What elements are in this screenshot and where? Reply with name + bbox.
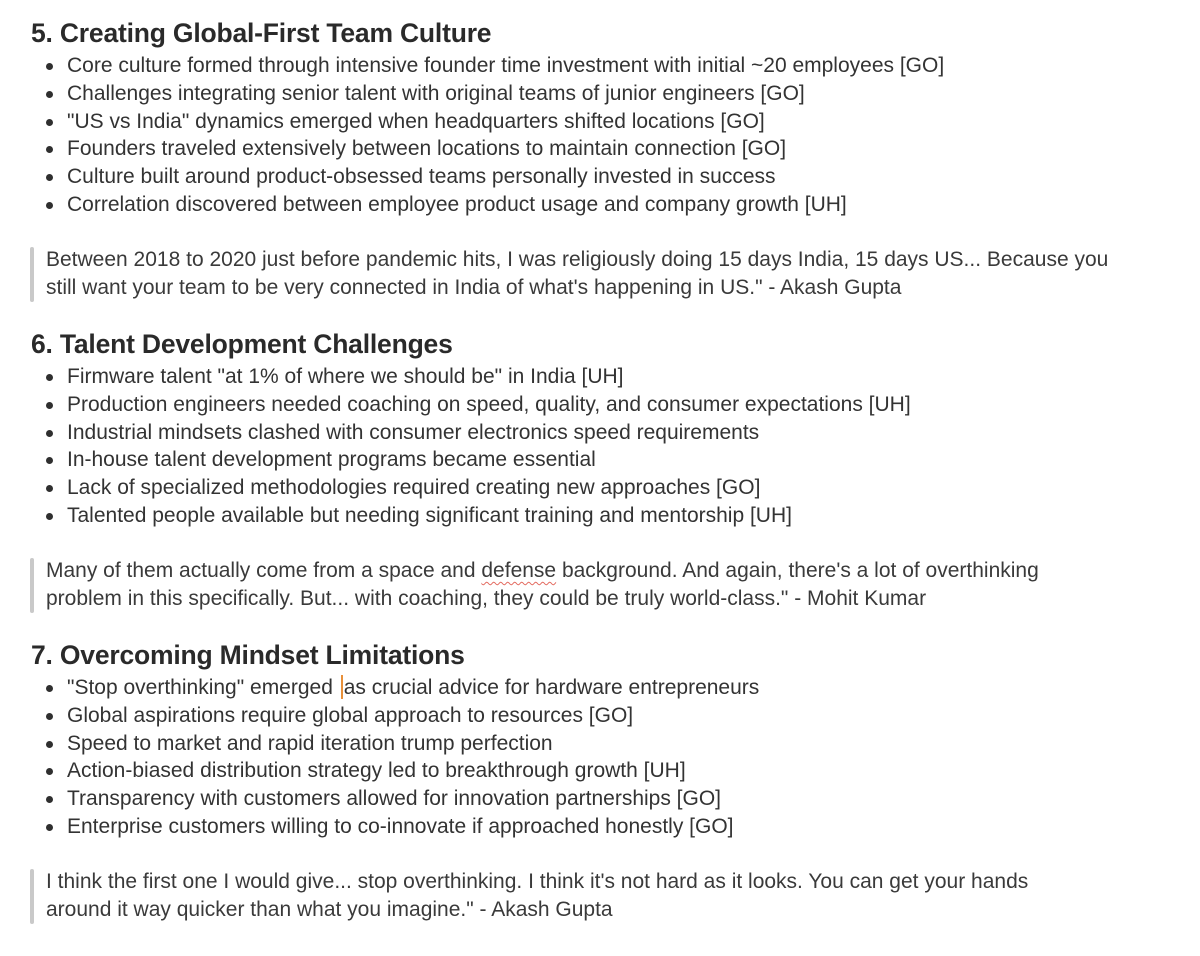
list-item-text: Production engineers needed coaching on speed, quality, and consumer expectations [UH] bbox=[67, 392, 911, 416]
list-item-text: Lack of specialized methodologies required creating new approaches [GO] bbox=[67, 476, 761, 500]
spellcheck-flagged-word[interactable]: defense bbox=[481, 558, 557, 582]
list-item[interactable] bbox=[0, 446, 1200, 474]
bullet-list bbox=[0, 52, 1200, 219]
quote-text: Many of them actually come from a space and bbox=[46, 558, 482, 582]
list-item[interactable] bbox=[0, 191, 1200, 219]
text-cursor bbox=[341, 675, 343, 699]
quote-line: problem in this specifically. But... with coaching, they could be truly world-class." - Mohit Kumar bbox=[46, 587, 927, 611]
list-item-text: Correlation discovered between employee product usage and company growth [UH] bbox=[67, 192, 847, 216]
list-item[interactable] bbox=[0, 419, 1200, 447]
list-item-text: "Stop overthinking" emerged bbox=[67, 676, 339, 699]
quote-line: Between 2018 to 2020 just before pandemic hits, I was religiously doing 15 days India, 15 days US... Because you bbox=[46, 247, 1109, 271]
list-item[interactable] bbox=[0, 363, 1200, 391]
list-item[interactable] bbox=[0, 730, 1200, 758]
list-item-text: In-house talent development programs became essential bbox=[67, 448, 596, 472]
list-item-text: Speed to market and rapid iteration trump perfection bbox=[67, 731, 553, 755]
quote-bar bbox=[30, 247, 34, 302]
bullet-list bbox=[0, 674, 1200, 841]
bullet-dot-icon bbox=[46, 824, 53, 831]
bullet-dot-icon bbox=[46, 402, 53, 409]
list-item[interactable] bbox=[0, 391, 1200, 419]
quote-bar bbox=[30, 558, 34, 613]
list-item[interactable] bbox=[0, 702, 1200, 730]
list-item[interactable] bbox=[0, 813, 1200, 841]
section-heading[interactable]: 5. Creating Global-First Team Culture bbox=[31, 18, 492, 48]
bullet-dot-icon bbox=[46, 430, 53, 437]
blockquote[interactable] bbox=[30, 557, 1196, 614]
list-item-text: Global aspirations require global approach to resources [GO] bbox=[67, 703, 634, 727]
quote-line: still want your team to be very connected in India of what's happening in US." - Akash Gupta bbox=[46, 276, 902, 300]
bullet-dot-icon bbox=[46, 513, 53, 520]
list-item[interactable] bbox=[0, 108, 1200, 136]
bullet-dot-icon bbox=[46, 63, 53, 70]
bullet-dot-icon bbox=[46, 485, 53, 492]
section-global-team-culture bbox=[0, 14, 1200, 324]
bullet-dot-icon bbox=[46, 202, 53, 209]
list-item[interactable] bbox=[0, 757, 1200, 785]
bullet-dot-icon bbox=[46, 457, 53, 464]
list-item[interactable] bbox=[0, 80, 1200, 108]
bullet-dot-icon bbox=[46, 713, 53, 720]
bullet-dot-icon bbox=[46, 796, 53, 803]
bullet-dot-icon bbox=[46, 174, 53, 181]
section-heading[interactable]: 6. Talent Development Challenges bbox=[31, 329, 453, 359]
list-item-text: Core culture formed through intensive founder time investment with initial ~20 employees [GO] bbox=[67, 54, 945, 77]
bullet-dot-icon bbox=[46, 119, 53, 126]
quote-line bbox=[46, 557, 1196, 586]
section-heading[interactable]: 7. Overcoming Mindset Limitations bbox=[31, 640, 465, 670]
list-item-text: Culture built around product-obsessed teams personally invested in success bbox=[67, 165, 776, 189]
list-item[interactable] bbox=[0, 135, 1200, 163]
list-item-text: Transparency with customers allowed for innovation partnerships [GO] bbox=[67, 787, 722, 811]
bullet-dot-icon bbox=[46, 741, 53, 748]
quote-text: background. And again, there's a lot of overthinking bbox=[556, 558, 1039, 582]
bullet-list bbox=[0, 363, 1200, 530]
quote-line: around it way quicker than what you imagine." - Akash Gupta bbox=[46, 898, 613, 922]
list-item-text: Firmware talent "at 1% of where we should be" in India [UH] bbox=[67, 365, 624, 388]
bullet-dot-icon bbox=[46, 685, 53, 692]
list-item[interactable] bbox=[0, 674, 1200, 702]
bullet-dot-icon bbox=[46, 91, 53, 98]
bullet-dot-icon bbox=[46, 146, 53, 153]
quote-line: I think the first one I would give... stop overthinking. I think it's not hard as it looks. You can get your hands bbox=[46, 869, 1029, 893]
quote-bar bbox=[30, 869, 34, 924]
blockquote[interactable] bbox=[30, 868, 1196, 925]
list-item-text: Enterprise customers willing to co-innovate if approached honestly [GO] bbox=[67, 814, 734, 838]
list-item[interactable] bbox=[0, 474, 1200, 502]
blockquote[interactable] bbox=[30, 246, 1196, 303]
section-mindset-limitations bbox=[0, 636, 1200, 946]
list-item[interactable] bbox=[0, 785, 1200, 813]
list-item[interactable] bbox=[0, 502, 1200, 530]
bullet-dot-icon bbox=[46, 768, 53, 775]
list-item-text: "US vs India" dynamics emerged when headquarters shifted locations [GO] bbox=[67, 109, 765, 133]
list-item-text: Challenges integrating senior talent with original teams of junior engineers [GO] bbox=[67, 81, 805, 105]
list-item-text: Talented people available but needing significant training and mentorship [UH] bbox=[67, 503, 792, 527]
bullet-dot-icon bbox=[46, 374, 53, 381]
list-item-text: as crucial advice for hardware entrepreneurs bbox=[343, 676, 760, 699]
section-talent-development bbox=[0, 325, 1200, 635]
list-item[interactable] bbox=[0, 52, 1200, 80]
list-item-text: Action-biased distribution strategy led to breakthrough growth [UH] bbox=[67, 759, 686, 783]
list-item-text: Founders traveled extensively between locations to maintain connection [GO] bbox=[67, 137, 787, 161]
list-item-text: Industrial mindsets clashed with consumer electronics speed requirements bbox=[67, 420, 760, 444]
list-item[interactable] bbox=[0, 163, 1200, 191]
